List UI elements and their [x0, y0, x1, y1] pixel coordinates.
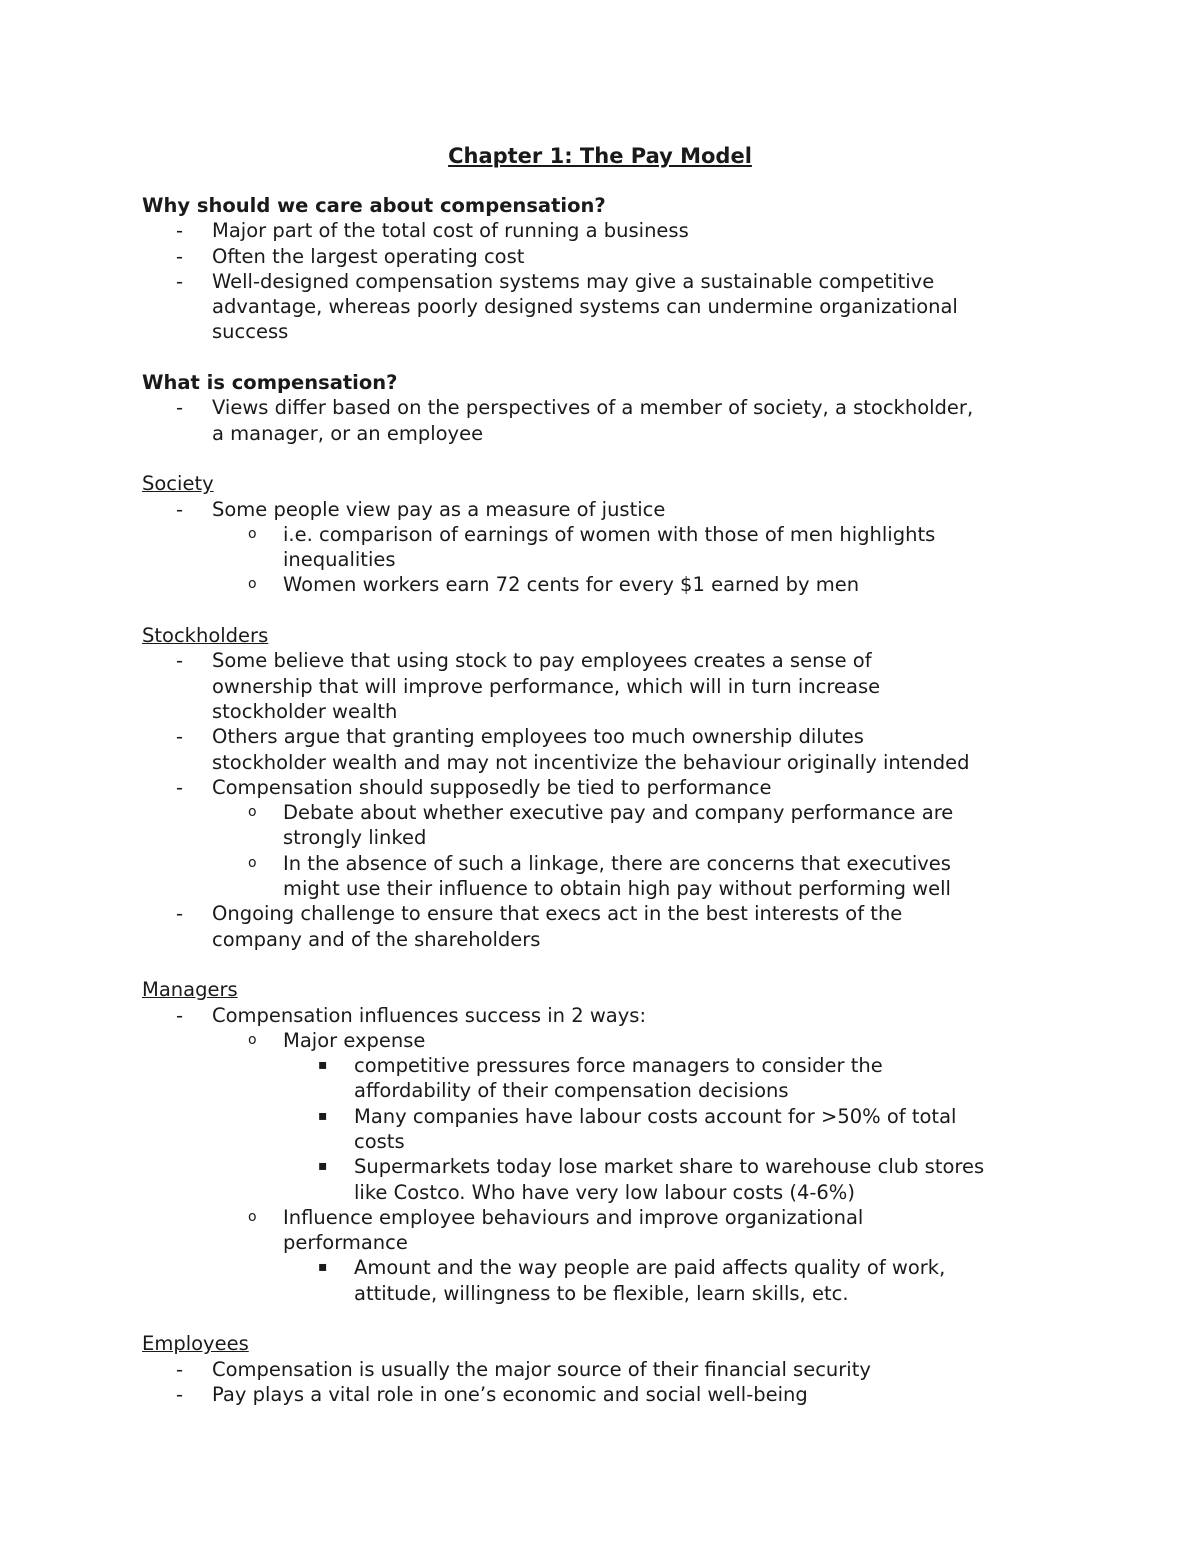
line-text: a manager, or an employee — [212, 421, 484, 445]
line-text: Amount and the way people are paid affects quality of work, — [354, 1256, 946, 1280]
list-item — [142, 218, 1072, 243]
list-item-continuation — [142, 825, 1072, 850]
bullet-marker: - — [176, 1003, 184, 1027]
line-text: company and of the shareholders — [212, 927, 541, 951]
line-text: Major part of the total cost of running a business — [212, 219, 689, 243]
bullet-marker: - — [176, 902, 184, 926]
line-text: success — [212, 320, 289, 344]
line-text: Influence employee behaviours and improve organizational — [283, 1205, 864, 1229]
bullet-marker: o — [248, 576, 257, 593]
list-item-continuation — [142, 1078, 1072, 1103]
blank-line — [142, 598, 1072, 623]
line-text: competitive pressures force managers to consider the — [354, 1054, 883, 1078]
list-item — [142, 1357, 1072, 1382]
line-text: advantage, whereas poorly designed systems can undermine organizational — [212, 295, 958, 319]
line-text: Often the largest operating cost — [212, 244, 525, 268]
section-heading — [142, 193, 1072, 218]
line-text: ownership that will improve performance, which will in turn increase — [212, 674, 881, 698]
list-item — [142, 1205, 1072, 1230]
line-text: attitude, willingness to be flexible, learn skills, etc. — [354, 1281, 849, 1305]
line-text: Major expense — [283, 1028, 426, 1052]
line-text: What is compensation? — [142, 371, 398, 395]
blank-line — [142, 952, 1072, 977]
line-text: i.e. comparison of earnings of women with those of men highlights — [283, 522, 936, 546]
line-text: like Costco. Who have very low labour costs (4-6%) — [354, 1180, 855, 1204]
list-item — [142, 800, 1072, 825]
line-text: Others argue that granting employees too much ownership dilutes — [212, 725, 864, 749]
list-item-continuation — [142, 1230, 1072, 1255]
list-item — [142, 497, 1072, 522]
list-item — [142, 395, 1072, 420]
list-item-continuation — [142, 547, 1072, 572]
bullet-marker: - — [176, 725, 184, 749]
bullet-marker: ▪ — [318, 1158, 328, 1175]
list-item — [142, 775, 1072, 800]
list-item-continuation — [142, 294, 1072, 319]
bullet-marker: - — [176, 219, 184, 243]
list-item-continuation — [142, 699, 1072, 724]
line-text: Views differ based on the perspectives of a member of society, a stockholder, — [212, 396, 974, 420]
subsection-heading — [142, 977, 1072, 1002]
line-text: inequalities — [283, 548, 396, 572]
blank-line — [142, 1306, 1072, 1331]
list-item-continuation — [142, 927, 1072, 952]
line-text: Many companies have labour costs account for >50% of total — [354, 1104, 957, 1128]
bullet-marker: - — [176, 269, 184, 293]
line-text: Some believe that using stock to pay employees creates a sense of — [212, 649, 872, 673]
list-item — [142, 522, 1072, 547]
line-text: Compensation should supposedly be tied to performance — [212, 775, 772, 799]
line-text: In the absence of such a linkage, there are concerns that executives — [283, 851, 951, 875]
line-text: Women workers earn 72 cents for every $1 earned by men — [283, 573, 860, 597]
line-text: affordability of their compensation decisions — [354, 1079, 789, 1103]
line-text: Managers — [142, 978, 238, 1002]
bullet-marker: - — [176, 649, 184, 673]
bullet-marker: - — [176, 396, 184, 420]
bullet-marker: o — [248, 525, 257, 542]
line-text: Compensation is usually the major source of their financial security — [212, 1357, 871, 1381]
bullet-marker: o — [248, 854, 257, 871]
list-item-continuation — [142, 1129, 1072, 1154]
line-text: might use their influence to obtain high pay without performing well — [283, 877, 951, 901]
list-item-continuation — [142, 1180, 1072, 1205]
line-text: Debate about whether executive pay and company performance are — [283, 801, 954, 825]
line-text: Employees — [142, 1332, 249, 1356]
list-item — [142, 1053, 1072, 1078]
list-item-continuation — [142, 674, 1072, 699]
line-text: stockholder wealth and may not incentivize the behaviour originally intended — [212, 750, 970, 774]
line-text: Society — [142, 472, 214, 496]
line-text: Stockholders — [142, 624, 269, 648]
line-text: Supermarkets today lose market share to warehouse club stores — [354, 1155, 985, 1179]
bullet-marker: o — [248, 804, 257, 821]
list-item — [142, 648, 1072, 673]
bullet-marker: - — [176, 497, 184, 521]
list-item — [142, 1154, 1072, 1179]
list-item — [142, 269, 1072, 294]
list-item-continuation — [142, 876, 1072, 901]
list-item — [142, 851, 1072, 876]
list-item-continuation — [142, 319, 1072, 344]
line-text: performance — [283, 1231, 408, 1255]
list-item — [142, 1255, 1072, 1280]
section-heading — [142, 370, 1072, 395]
list-item — [142, 1028, 1072, 1053]
bullet-marker: ▪ — [318, 1259, 328, 1276]
page-title: Chapter 1: The Pay Model — [448, 144, 752, 168]
subsection-heading — [142, 1331, 1072, 1356]
list-item — [142, 244, 1072, 269]
line-text: Ongoing challenge to ensure that execs act in the best interests of the — [212, 902, 903, 926]
list-item — [142, 901, 1072, 926]
list-item-continuation — [142, 1281, 1072, 1306]
line-text: Some people view pay as a measure of justice — [212, 497, 666, 521]
bullet-marker: - — [176, 1382, 184, 1406]
bullet-marker: - — [176, 244, 184, 268]
list-item — [142, 572, 1072, 597]
bullet-marker: ▪ — [318, 1107, 328, 1124]
subsection-heading — [142, 471, 1072, 496]
line-text: strongly linked — [283, 826, 427, 850]
list-item-continuation — [142, 421, 1072, 446]
subsection-heading — [142, 623, 1072, 648]
list-item — [142, 1104, 1072, 1129]
list-item-continuation — [142, 750, 1072, 775]
bullet-marker: ▪ — [318, 1057, 328, 1074]
document-body — [142, 193, 1072, 1407]
list-item — [142, 1382, 1072, 1407]
line-text: stockholder wealth — [212, 699, 398, 723]
bullet-marker: - — [176, 775, 184, 799]
list-item — [142, 1003, 1072, 1028]
line-text: Well-designed compensation systems may give a sustainable competitive — [212, 269, 935, 293]
line-text: Compensation influences success in 2 ways: — [212, 1003, 647, 1027]
list-item — [142, 724, 1072, 749]
line-text: Pay plays a vital role in one’s economic and social well-being — [212, 1382, 808, 1406]
line-text: Why should we care about compensation? — [142, 194, 606, 217]
line-text: costs — [354, 1129, 405, 1153]
blank-line — [142, 446, 1072, 471]
blank-line — [142, 345, 1072, 370]
bullet-marker: - — [176, 1357, 184, 1381]
bullet-marker: o — [248, 1208, 257, 1225]
bullet-marker: o — [248, 1031, 257, 1048]
